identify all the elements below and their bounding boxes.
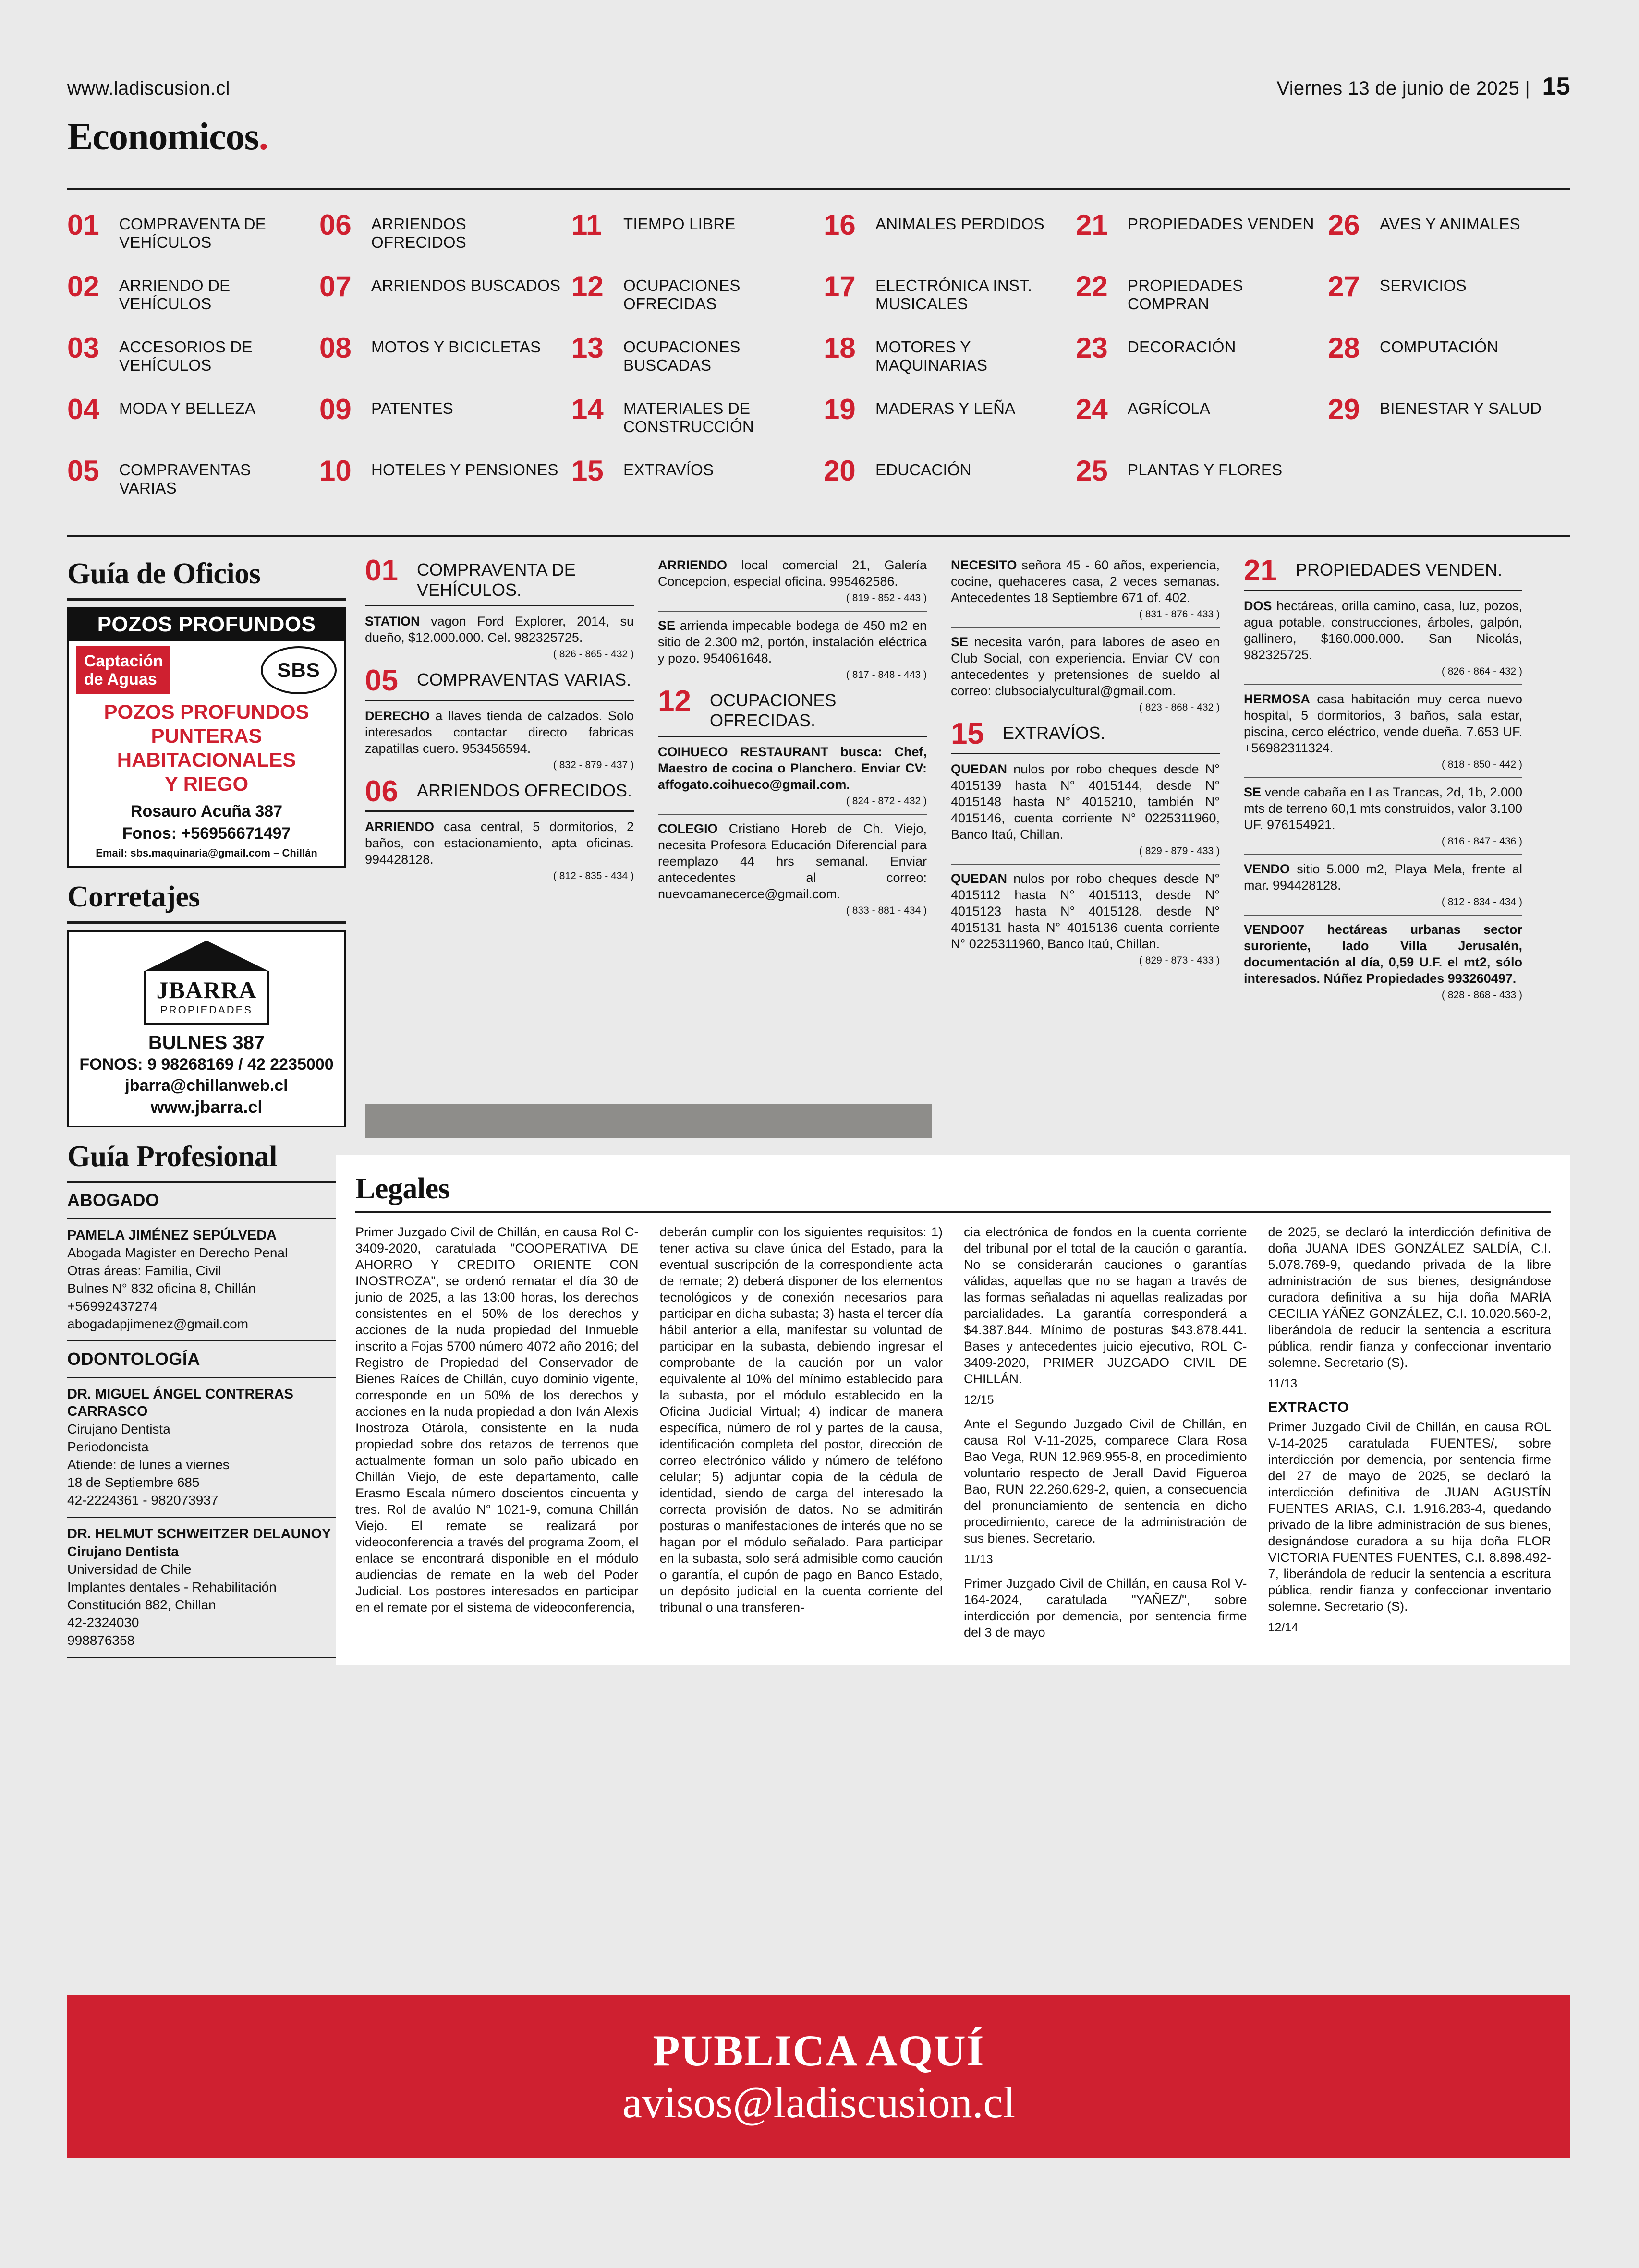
category-item[interactable] [319, 334, 562, 396]
category-item[interactable] [1076, 334, 1318, 396]
classified-ad [365, 613, 634, 646]
ad-code: ( 816 - 847 - 436 ) [1441, 836, 1522, 847]
ad-text-bold: 07 hectáreas urbanas sector suroriente, lado Villa Jerusalén, documentación al día, 0,59 U.F. el mt2, sólo interesados. Núñez Propiedades 993260497. [1244, 922, 1522, 986]
ad-code: ( 826 - 864 - 432 ) [1441, 666, 1522, 677]
ad-pozos-services: POZOS PROFUNDOS PUNTERAS HABITACIONALES Y RIEGO [104, 700, 309, 795]
site-url: www.ladiscusion.cl [67, 78, 230, 99]
category-number: 16 [824, 209, 856, 241]
divider [67, 1657, 346, 1658]
ad-pozos-captacion: Captación de Aguas [76, 646, 170, 694]
ad-lead: SE [951, 635, 969, 649]
category-number: 27 [1328, 270, 1360, 302]
category-label: AVES Y ANIMALES [1380, 215, 1520, 233]
ad-code: ( 829 - 873 - 433 ) [1139, 955, 1220, 966]
category-number: 15 [571, 455, 604, 487]
category-item[interactable] [571, 334, 814, 396]
section-05-header [365, 664, 634, 697]
gray-placeholder-block [365, 1104, 932, 1138]
category-number: 26 [1328, 209, 1360, 241]
category-number: 03 [67, 332, 99, 364]
category-item[interactable] [67, 270, 310, 334]
category-item[interactable] [1328, 393, 1570, 457]
ad-text: nulos por robo cheques desde N° 4015112 hasta N° 4015113, desde N° 4015123 hasta N° 4015128, desde N° 4015131 hasta N° 4015136 cuenta corriente N° 0225311960, Banco Itaú, Chillan. [951, 871, 1220, 951]
ad-lead: VENDO [1244, 922, 1290, 937]
column-ads-1 [365, 554, 634, 889]
divider [365, 700, 634, 701]
category-label: ARRIENDOS BUSCADOS [371, 277, 561, 294]
section-06-header [365, 775, 634, 808]
category-label: PROPIEDADES VENDEN [1128, 215, 1314, 233]
section-odontologia: ODONTOLOGÍA [67, 1349, 200, 1369]
category-label: ANIMALES PERDIDOS [875, 215, 1044, 233]
column-ads-2 [658, 557, 927, 923]
ad-code: ( 828 - 868 - 433 ) [1441, 989, 1522, 1001]
section-number: 06 [365, 775, 398, 808]
divider [67, 1340, 346, 1341]
section-number: 15 [951, 717, 984, 750]
category-item[interactable] [571, 270, 814, 334]
page-title: Economicos. [67, 116, 268, 158]
category-label: MODA Y BELLEZA [119, 399, 256, 417]
abogado-name: PAMELA JIMÉNEZ SEPÚLVEDA [67, 1228, 277, 1243]
category-number: 17 [824, 270, 856, 302]
ad-lead: HERMOSA [1244, 692, 1311, 706]
ad-code: ( 833 - 881 - 434 ) [846, 905, 927, 916]
divider [1244, 854, 1522, 855]
jbarra-logo-text: JBARRA [156, 977, 257, 1003]
section-label: PROPIEDADES VENDEN. [1296, 560, 1503, 579]
banner-email: avisos@ladiscusion.cl [622, 2078, 1016, 2127]
ad-text: casa habitación muy cerca nuevo hospital, 5 dormitorios, 3 baños, sala estar, piscina, cerco eléctrico, vende dueña. 7.653 UF. +56982311324. [1244, 692, 1522, 755]
column-ads-3 [951, 557, 1220, 973]
category-item[interactable] [824, 393, 1066, 457]
category-label: TIEMPO LIBRE [623, 215, 736, 233]
divider [1244, 590, 1522, 591]
ad-text: local comercial 21, Galería Concepcion, especial oficina. 995462586. [658, 558, 927, 589]
house-roof-icon [144, 941, 269, 971]
ad-lead: VENDO [1244, 862, 1290, 876]
category-number: 12 [571, 270, 604, 302]
classified-ad [951, 761, 1220, 843]
category-number: 11 [571, 209, 602, 241]
section-21-header [1244, 554, 1522, 587]
ad-code: ( 823 - 868 - 432 ) [1139, 702, 1220, 713]
ad-lead: COIHUECO RESTAURANT [658, 745, 828, 759]
classified-ad [365, 819, 634, 868]
legal-notice-text: Ante el Segundo Juzgado Civil de Chillán, en causa Rol V-11-2025, comparece Clara Rosa Bao Vega, RUN 12.969.955-8, en procedimiento voluntario respecto de Jerall David Figueroa Bao, RUN 22.260.629-2, quien, a consecuencia del pronunciamiento de sentencia en dicho procedimiento, carece de la administración de sus bienes. Secretario. [964, 1417, 1247, 1545]
section-12-header [658, 685, 927, 731]
jbarra-email: jbarra@chillanweb.cl [125, 1076, 288, 1095]
ad-pozos-band: POZOS PROFUNDOS [69, 609, 344, 641]
section-label: COMPRAVENTA DE VEHÍCULOS. [417, 560, 576, 600]
category-item[interactable] [571, 457, 814, 519]
category-item[interactable] [1076, 457, 1318, 519]
ad-text: necesita varón, para labores de aseo en Club Social, con experiencia. Enviar CV con antecedentes y pretensiones de sueldo al correo: clubsocialycultural@gmail.com. [951, 635, 1220, 698]
classified-ad [1244, 784, 1522, 833]
divider [951, 753, 1220, 754]
ad-text: vagon Ford Explorer, 2014, su dueño, $12.000.000. Cel. 982325725. [365, 614, 634, 645]
dentist-address: Constitución 882, Chillan [67, 1597, 216, 1612]
dentist-address: 18 de Septiembre 685 [67, 1475, 200, 1490]
section-abogado: ABOGADO [67, 1190, 159, 1210]
ad-jbarra-propiedades[interactable] [67, 930, 346, 1127]
classified-ad [658, 617, 927, 666]
classified-ad [951, 634, 1220, 699]
page-header [67, 72, 1570, 159]
ad-code: ( 817 - 848 - 443 ) [846, 669, 927, 680]
ad-lead: DERECHO [365, 709, 430, 723]
dentist-line: Universidad de Chile [67, 1562, 192, 1577]
category-item[interactable] [824, 211, 1066, 273]
divider [67, 921, 346, 924]
category-number: 09 [319, 393, 352, 425]
category-number: 04 [67, 393, 99, 425]
section-number: 05 [365, 664, 398, 697]
category-item[interactable] [1328, 211, 1570, 273]
category-item[interactable] [824, 270, 1066, 334]
category-label: MOTOS Y BICICLETAS [371, 338, 541, 356]
dentist-line: Periodoncista [67, 1439, 149, 1454]
legal-notice-code: 12/14 [1268, 1621, 1299, 1634]
divider [67, 598, 346, 601]
divider [67, 1181, 346, 1183]
category-number: 28 [1328, 332, 1360, 364]
category-number: 23 [1076, 332, 1108, 364]
classified-ad [658, 557, 927, 590]
category-number: 29 [1328, 393, 1360, 425]
ad-code: ( 831 - 876 - 433 ) [1139, 609, 1220, 620]
category-label: PATENTES [371, 399, 453, 417]
classified-ad [1244, 691, 1522, 756]
header-rule-top [67, 188, 1570, 190]
abogado-line: Otras áreas: Familia, Civil [67, 1263, 221, 1278]
legal-notice-code: 11/13 [1268, 1377, 1298, 1390]
divider [67, 1517, 346, 1518]
category-number: 14 [571, 393, 604, 425]
category-label: OCUPACIONES BUSCADAS [623, 338, 741, 374]
legal-notice-text: Primer Juzgado Civil de Chillán, en causa Rol V-164-2024, caratulada "YAÑEZ/", sobre interdicción por demencia, por sentencia firme del 3 de mayo [964, 1576, 1247, 1640]
ad-pozos-profundos[interactable] [67, 607, 346, 868]
ad-code: ( 812 - 835 - 434 ) [553, 870, 634, 881]
ad-lead: SE [658, 618, 676, 633]
category-number: 02 [67, 270, 99, 302]
header-separator: | [1525, 78, 1530, 99]
ad-code: ( 824 - 872 - 432 ) [846, 796, 927, 807]
category-item[interactable] [319, 211, 562, 273]
category-number: 21 [1076, 209, 1108, 241]
divider [1244, 777, 1522, 778]
classified-ad [1244, 921, 1522, 987]
classified-ad [1244, 861, 1522, 893]
category-item[interactable] [67, 334, 310, 396]
category-label: PROPIEDADES COMPRAN [1128, 277, 1243, 313]
ad-code: ( 826 - 865 - 432 ) [553, 649, 634, 660]
abogado-line: Abogada Magister en Derecho Penal [67, 1245, 288, 1260]
divider [355, 1211, 1551, 1213]
divider [365, 810, 634, 812]
category-number: 24 [1076, 393, 1108, 425]
jbarra-logo [144, 941, 269, 1025]
category-number: 07 [319, 270, 352, 302]
title-dot: . [258, 116, 268, 158]
ad-text-bold: busca: Chef, Maestro de cocina o Planchero. Enviar CV: affogato.coihueco@gmail.com. [658, 745, 927, 792]
dentist-line: Atiende: de lunes a viernes [67, 1457, 230, 1472]
ad-text: nulos por robo cheques desde N° 4015139 hasta N° 4015144, desde N° 4015148 hasta N° 4015210, también N° 4015146, cuenta corriente N° 0225311960, Banco Itaú, Chillan. [951, 762, 1220, 842]
category-label: AGRÍCOLA [1128, 399, 1211, 417]
category-label: COMPUTACIÓN [1380, 338, 1499, 356]
category-label: PLANTAS Y FLORES [1128, 461, 1283, 479]
divider [658, 736, 927, 737]
divider [658, 611, 927, 612]
corretajes-title: Corretajes [67, 881, 200, 913]
ad-lead: ARRIENDO [658, 558, 728, 572]
extracto-heading: EXTRACTO [1268, 1399, 1349, 1415]
category-label: ACCESORIOS DE VEHÍCULOS [119, 338, 253, 374]
category-label: EXTRAVÍOS [623, 461, 714, 479]
divider [67, 1218, 346, 1219]
legales-column-3 [964, 1224, 1247, 1645]
category-item[interactable] [1076, 211, 1318, 273]
category-item[interactable] [67, 211, 310, 273]
ad-lead: STATION [365, 614, 420, 628]
classified-ad [951, 557, 1220, 606]
dentist-phone: 42-2324030 [67, 1615, 139, 1630]
category-item[interactable] [571, 393, 814, 457]
ad-pozos-address: Rosauro Acuña 387 [130, 802, 283, 820]
category-label: DECORACIÓN [1128, 338, 1236, 356]
section-label: COMPRAVENTAS VARIAS. [417, 670, 631, 689]
category-item[interactable] [67, 393, 310, 457]
category-item[interactable] [1076, 393, 1318, 457]
ad-code: ( 819 - 852 - 443 ) [846, 592, 927, 603]
abogado-phone: +56992437274 [67, 1299, 158, 1314]
ad-lead: QUEDAN [951, 762, 1008, 776]
divider [658, 814, 927, 815]
section-number: 21 [1244, 554, 1277, 587]
ad-pozos-email: Email: sbs.maquinaria@gmail.com – Chillán [96, 847, 317, 859]
divider [951, 627, 1220, 628]
category-item[interactable] [824, 457, 1066, 519]
section-label: OCUPACIONES OFRECIDAS. [710, 690, 837, 730]
category-label: COMPRAVENTAS VARIAS [119, 461, 251, 497]
category-number: 05 [67, 455, 99, 487]
dentist-line: Implantes dentales - Rehabilitación [67, 1580, 277, 1594]
guia-oficios-title: Guía de Oficios [67, 557, 261, 590]
category-label: MATERIALES DE CONSTRUCCIÓN [623, 399, 754, 435]
dentist-name: DR. MIGUEL ÁNGEL CONTRERAS CARRASCO [67, 1387, 294, 1419]
legales-column-4 [1268, 1224, 1552, 1645]
category-index [67, 211, 1570, 519]
classified-ad [658, 744, 927, 793]
divider [1244, 915, 1522, 916]
category-label: MADERAS Y LEÑA [875, 399, 1016, 417]
divider [67, 1377, 346, 1378]
category-number: 10 [319, 455, 352, 487]
section-15-header [951, 717, 1220, 750]
legales-title: Legales [355, 1172, 450, 1205]
ad-lead: SE [1244, 785, 1262, 799]
legales-column-2 [660, 1224, 943, 1645]
ad-code: ( 829 - 879 - 433 ) [1139, 845, 1220, 857]
jbarra-address: BULNES 387 [148, 1032, 265, 1053]
section-01-header [365, 554, 634, 600]
category-label: HOTELES Y PENSIONES [371, 461, 558, 479]
category-item[interactable] [319, 270, 562, 334]
divider [951, 864, 1220, 865]
ad-text: vende cabaña en Las Trancas, 2d, 1b, 2.000 mts de terreno 60,1 mts construidos, valor 3.100 UF. 976154921. [1244, 785, 1522, 832]
category-number: 13 [571, 332, 604, 364]
jbarra-logo-sub: PROPIEDADES [160, 1004, 253, 1016]
classified-ad [951, 870, 1220, 952]
category-item[interactable] [1328, 334, 1570, 396]
column-ads-4 [1244, 554, 1522, 1008]
ad-lead: NECESITO [951, 558, 1017, 572]
category-item[interactable] [1328, 270, 1570, 334]
publica-aqui-banner[interactable] [67, 1995, 1570, 2158]
category-label: ELECTRÓNICA INST. MUSICALES [875, 277, 1032, 313]
ad-text: señora 45 - 60 años, experiencia, cocine, quehaceres casa, 2 veces semanas. Antecedentes 18 Septiembre 671 of. 402. [951, 558, 1220, 605]
category-item[interactable] [1076, 270, 1318, 334]
dentist-phone: 998876358 [67, 1633, 135, 1648]
category-label: ARRIENDO DE VEHÍCULOS [119, 277, 231, 313]
legal-notice-text: Primer Juzgado Civil de Chillán, en causa ROL V-14-2025 caratulada FUENTES/, sobre interdicción por demencia, por sentencia firme del 27 de mayo de 2025, se declaró la interdicción definitiva de JUAN AGUSTÍN FUENTES ARIAS, C.I. 1.916.283-4, quedando privado de la libre administración de sus bienes, designándose curadora a su hija doña FLOR VICTORIA FUENTES FUENTES, C.I. 8.898.492-7, liberándola de reducir la sentencia a escritura pública, rendir fianza y confeccionar inventario solemne. Secretario (S). [1268, 1420, 1551, 1614]
classified-ad [365, 708, 634, 757]
legal-notice-text: de 2025, se declaró la interdicción definitiva de doña JUANA IDES GONZÁLEZ SALDÍA, C.I. 5.078.769-9, quedando privada de la libre administración de sus bienes, designándose curadora definitiva a su hija doña MARÍA CECILIA YÁÑEZ GONZÁLEZ, C.I. 10.020.560-2, liberándola de reducir la sentencia a escritura pública, rendir fianza y confeccionar inventario solemne. Secretario (S). [1268, 1225, 1551, 1370]
sbs-logo: SBS [261, 646, 337, 694]
legal-notice-code: 12/15 [964, 1393, 994, 1407]
section-label: EXTRAVÍOS. [1003, 723, 1105, 743]
category-number: 01 [67, 209, 99, 241]
section-number: 12 [658, 685, 691, 718]
category-label: ARRIENDOS OFRECIDOS [371, 215, 466, 251]
ad-pozos-phone: Fonos: +56956671497 [122, 824, 291, 843]
category-label: OCUPACIONES OFRECIDAS [623, 277, 741, 313]
legales-column-1 [355, 1224, 639, 1645]
category-label: MOTORES Y MAQUINARIAS [875, 338, 988, 374]
classified-ad [1244, 598, 1522, 663]
category-number: 19 [824, 393, 856, 425]
divider [365, 605, 634, 606]
category-number: 06 [319, 209, 352, 241]
category-item[interactable] [824, 334, 1066, 396]
legal-notice-code: 11/13 [964, 1553, 993, 1566]
ad-lead: COLEGIO [658, 821, 718, 836]
ad-text: Cristiano Horeb de Ch. Viejo, necesita Profesora Educación Diferencial para reemplazo 44 hrs semanal. Enviar antecedentes al correo: nuevoamanecerce@gmail.com. [658, 821, 927, 901]
page-number: 15 [1542, 72, 1570, 100]
column-guides [67, 557, 346, 1665]
ad-code: ( 812 - 834 - 434 ) [1441, 896, 1522, 907]
ad-text: casa central, 5 dormitorios, 2 baños, con estacionamiento, apta oficinas. 994428128. [365, 820, 634, 867]
dentist-line: Cirujano Dentista [67, 1422, 170, 1436]
section-number: 01 [365, 554, 398, 587]
issue-date: Viernes 13 de junio de 2025 [1276, 78, 1519, 99]
divider [1244, 684, 1522, 685]
category-number: 25 [1076, 455, 1108, 487]
category-item[interactable] [319, 393, 562, 457]
ad-text: hectáreas, orilla camino, casa, luz, pozos, agua potable, construcciones, árboles, galpón, gallinero, $160.000.000. San Nicolás, 982325725. [1244, 599, 1522, 662]
classified-ad [658, 820, 927, 902]
category-number: 20 [824, 455, 856, 487]
abogado-line: Bulnes N° 832 oficina 8, Chillán [67, 1281, 256, 1296]
guia-profesional-title: Guía Profesional [67, 1140, 277, 1173]
category-label: COMPRAVENTA DE VEHÍCULOS [119, 215, 266, 251]
dentist-phone: 42-2224361 - 982073937 [67, 1493, 219, 1508]
ad-text: arrienda impecable bodega de 450 m2 en sitio de 2.300 m2, portón, instalación eléctrica y pozo. 954061648. [658, 618, 927, 665]
ad-text: a llaves tienda de calzados. Solo interesados contactar directo fabricas zapatillas cuero. 953456594. [365, 709, 634, 756]
ad-text: sitio 5.000 m2, Playa Mela, frente al mar. 994428128. [1244, 862, 1522, 893]
index-rule-bottom [67, 535, 1570, 537]
ad-code: ( 818 - 850 - 442 ) [1441, 759, 1522, 770]
category-item[interactable] [67, 457, 310, 519]
legal-notice-text: deberán cumplir con los siguientes requisitos: 1) tener activa su clave única del Estado, para la eventual suscripción de la correspondiente acta de remate; 2) deberá disponer de los elementos tecnológicos y de conexión necesarios para participar en dicha subasta; 3) hasta el tercer día hábil anterior a ella, manifestar su voluntad de participar en la subasta, debiendo ingresar el comprobante de la caución por un valor equivalente al 10% del mínimo establecido para la subasta, por el módulo establecido en la Oficina Judicial Virtual; 4) indicar de manera específica, número de rol y partes de la causa, identificación completa del postor, dirección de correo electrónico válido y número de teléfono celular; 5) adjuntar copia de la cédula de identidad, siendo de carga del interesado la correcta provisión de datos. No se admitirán posturas o manifestaciones de interés que no se hagan por el módulo señalado. Para participar en la subasta, solo será admisible como caución o garantía, el cupón de pago en Banco Estado, un depósito judicial en la cuenta corriente del tribunal o una transferen- [659, 1225, 943, 1615]
category-label: EDUCACIÓN [875, 461, 971, 479]
category-number: 18 [824, 332, 856, 364]
dentist-line: Cirujano Dentista [67, 1544, 179, 1559]
banner-headline: PUBLICA AQUÍ [653, 2026, 985, 2075]
category-label: SERVICIOS [1380, 277, 1467, 294]
header-date-page [1276, 72, 1570, 101]
legales-panel [336, 1155, 1570, 1665]
dentist-name: DR. HELMUT SCHWEITZER DELAUNOY [67, 1526, 331, 1542]
category-number: 08 [319, 332, 352, 364]
ad-lead: DOS [1244, 599, 1272, 613]
abogado-email: abogadapjimenez@gmail.com [67, 1316, 249, 1331]
legal-notice-text: cia electrónica de fondos en la cuenta corriente del tribunal por el total de la caución o garantía. No se considerarán cauciones o garantías válidas, aquellas que no se hagan a través de las formas señaladas ni aquellas realizadas por parcialidades. La garantía corresponderá a $4.387.844. Mínimo de posturas $43.878.441. Bases y antecedentes juicio ejecutivo, ROL C-3409-2020, PRIMER JUZGADO CIVIL DE CHILLÁN. [964, 1225, 1247, 1386]
category-item-empty [1328, 457, 1570, 519]
section-label: ARRIENDOS OFRECIDOS. [417, 781, 632, 800]
category-number: 22 [1076, 270, 1108, 302]
legal-notice-text: Primer Juzgado Civil de Chillán, en causa Rol C-3409-2020, caratulada "COOPERATIVA DE AHORRO Y CREDITO ORIENTE CON INOSTROZA", se ordenó rematar el día 30 de junio de 2025, a las 13:00 horas, los derechos consistentes en el 50% de los derechos y acciones de la nuda propiedad del Inmueble inscrito a Fojas 5700 número 4072 año 2016; del Registro de Propiedad del Conservador de Bienes Raíces de Chillán, cuyo dominio vigente, corresponde en un 50% de los derechos y acciones en la nuda propiedad a don Iván Alexis Inostroza Otárola, consistente en la nuda propiedad sobre dos retazos de terrenos que actualmente forman un solo paño ubicado en Chillán Viejo, de este departamento, calle Erasmo Escala número doscientos cincuenta y tres. Rol de avalúo N° 1021-9, comuna Chillán Viejo. El remate se realizará por videoconferencia a través del programa Zoom, el enlace se encontrará disponible en el módulo audiencias de remate en la web del Poder Judicial. Los postores interesados en participar en el remate por el sistema de videoconferencia, [355, 1225, 639, 1615]
ad-code: ( 832 - 879 - 437 ) [553, 760, 634, 771]
category-item[interactable] [571, 211, 814, 273]
ad-lead: QUEDAN [951, 871, 1008, 886]
jbarra-web: www.jbarra.cl [150, 1097, 263, 1117]
ad-lead: ARRIENDO [365, 820, 435, 834]
category-item[interactable] [319, 457, 562, 519]
category-label: BIENESTAR Y SALUD [1380, 399, 1542, 417]
jbarra-phones: FONOS: 9 98268169 / 42 2235000 [79, 1055, 334, 1074]
